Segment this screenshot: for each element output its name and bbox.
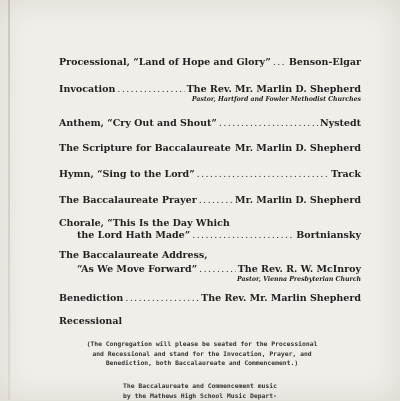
congregation-note-line: Benediction, both Baccalaureate and Commencement.) xyxy=(82,359,322,369)
music-note-line: by the Mathews High School Music Depart- xyxy=(80,391,320,401)
leader-dots xyxy=(199,195,233,207)
recessional-title: Recessional xyxy=(59,316,122,328)
music-note xyxy=(80,381,320,401)
invocation-entry xyxy=(59,84,361,104)
processional-entry xyxy=(59,57,361,69)
chorale-entry xyxy=(59,218,361,242)
music-note-line: The Baccalaureate and Commencement music xyxy=(80,381,320,391)
prayer-performer: Mr. Marlin D. Shepherd xyxy=(235,195,361,207)
leader-dots xyxy=(197,169,329,181)
prayer-title: The Baccalaureate Prayer xyxy=(59,195,197,207)
benediction-title: Benediction xyxy=(59,293,123,305)
congregation-note xyxy=(82,340,322,369)
anthem-entry xyxy=(59,118,361,130)
address-title-line2: “As We Move Forward” xyxy=(77,264,197,276)
leader-dots xyxy=(117,84,184,96)
hymn-entry xyxy=(59,169,361,181)
address-title-line1: The Baccalaureate Address, xyxy=(59,250,208,262)
leader-dots xyxy=(125,293,199,305)
benediction-performer: The Rev. Mr. Marlin Shepherd xyxy=(201,293,361,305)
address-note: Pastor, Vienna Presbyterian Church xyxy=(59,276,361,284)
leader-dots xyxy=(192,230,294,242)
scripture-title: The Scripture for Baccalaureate xyxy=(59,143,231,155)
chorale-performer: Bortniansky xyxy=(296,230,361,242)
page-fold-edge xyxy=(8,0,10,400)
chorale-title-line1: Chorale, “This Is the Day Which xyxy=(59,218,230,230)
leader-dots xyxy=(219,118,318,130)
address-entry xyxy=(59,250,361,284)
anthem-title: Anthem, “Cry Out and Shout” xyxy=(59,118,217,130)
invocation-note: Pastor, Hartford and Fowler Methodist Churches xyxy=(59,96,361,104)
chorale-title-line2: the Lord Hath Made” xyxy=(77,230,190,242)
benediction-entry xyxy=(59,293,361,305)
scripture-performer: Mr. Marlin D. Shepherd xyxy=(235,143,361,155)
hymn-performer: Track xyxy=(331,169,361,181)
address-performer: The Rev. R. W. McInroy xyxy=(238,264,361,276)
invocation-performer: The Rev. Mr. Marlin D. Shepherd xyxy=(187,84,361,96)
processional-performer: Benson-Elgar xyxy=(289,57,361,69)
leader-dots xyxy=(273,57,287,69)
prayer-entry xyxy=(59,195,361,207)
congregation-note-line: and Recessional and stand for the Invocation, Prayer, and xyxy=(82,350,322,360)
anthem-performer: Nystedt xyxy=(320,118,361,130)
leader-dots xyxy=(199,264,236,276)
invocation-title: Invocation xyxy=(59,84,115,96)
hymn-title: Hymn, “Sing to the Lord” xyxy=(59,169,195,181)
recessional-entry xyxy=(59,316,361,328)
processional-title: Processional, “Land of Hope and Glory” xyxy=(59,57,271,69)
congregation-note-line: (The Congregation will please be seated for the Processional xyxy=(82,340,322,350)
scripture-entry xyxy=(59,143,361,155)
